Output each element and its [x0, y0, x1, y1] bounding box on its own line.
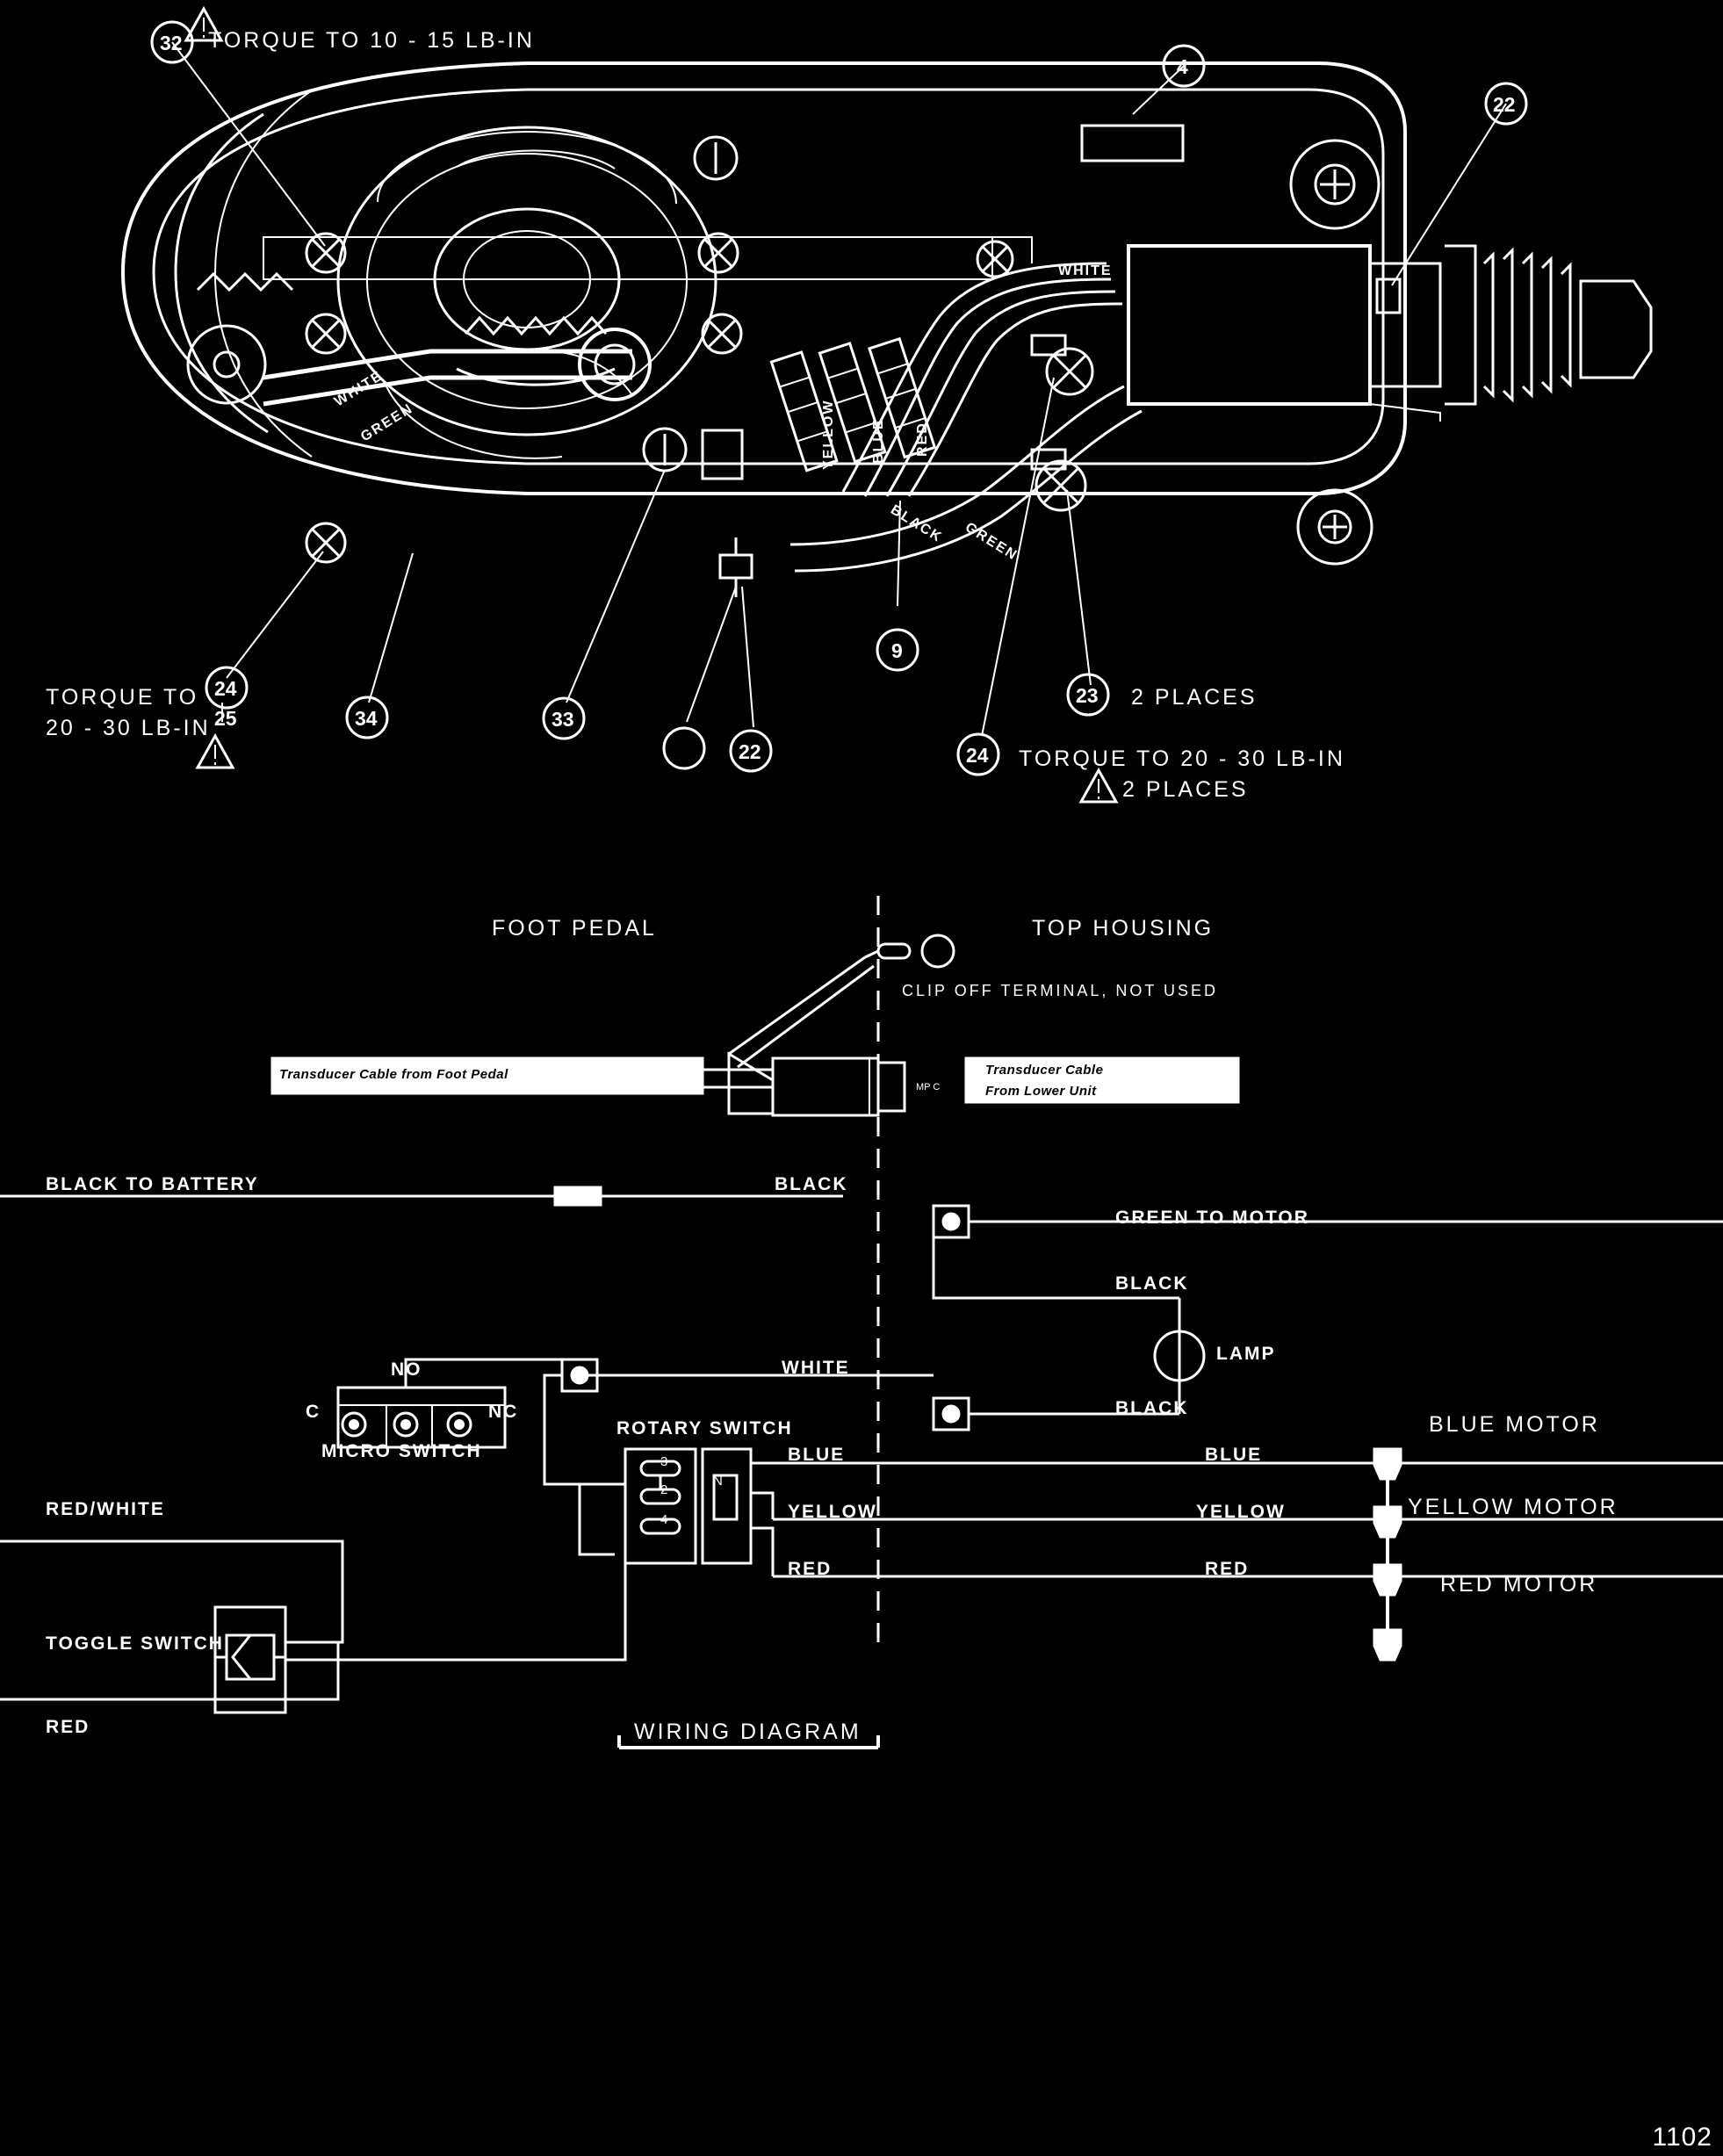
callout-22-bottom: 22 — [739, 740, 761, 763]
lamp-indicators — [644, 137, 737, 471]
motor-gear-assembly — [188, 127, 716, 458]
micro-switch-body — [338, 1359, 562, 1447]
wire-label-green: GREEN — [962, 520, 1020, 564]
torque-note-right: TORQUE TO 20 - 30 LB-IN — [1019, 746, 1345, 771]
red-bottom-label: RED — [46, 1717, 90, 1737]
callout-25: 25 — [214, 707, 237, 730]
note-24-2-places: 2 PLACES — [1122, 777, 1249, 802]
wire-label-white-left: WHITE — [332, 368, 386, 410]
callout-9: 9 — [891, 639, 903, 662]
callout-24-right: 24 — [966, 744, 989, 767]
torque-note-top: TORQUE TO 10 - 15 LB-IN — [208, 28, 535, 53]
note-23-2-places: 2 PLACES — [1131, 685, 1258, 710]
motor-bullet-connectors — [1374, 1449, 1401, 1660]
black-lower-right-label: BLACK — [1115, 1398, 1189, 1418]
callout-33: 33 — [552, 708, 574, 731]
red-motor-label: RED MOTOR — [1440, 1572, 1598, 1597]
lamp-label: LAMP — [1216, 1344, 1276, 1364]
nc-terminal-label: NC — [488, 1402, 519, 1422]
green-to-motor-line — [934, 1206, 1723, 1237]
rotary-pin-4-label: 4 — [660, 1512, 668, 1527]
toggle-switch-label: TOGGLE SWITCH — [46, 1633, 224, 1654]
callout-32: 32 — [160, 32, 183, 54]
rotary-pin-2-label: 2 — [660, 1482, 668, 1497]
wire-label-yellow: YELLOW — [821, 399, 836, 470]
transducer-cable-foot-pedal-label: Transducer Cable from Foot Pedal — [279, 1067, 508, 1082]
transducer-cable-lower-unit-label-2: From Lower Unit — [985, 1084, 1097, 1099]
yellow-left-label: YELLOW — [788, 1502, 877, 1522]
micro-switch-label: MICRO SWITCH — [321, 1441, 482, 1461]
section-title-foot-pedal: FOOT PEDAL — [492, 916, 657, 941]
wire-label-white-top: WHITE — [1058, 263, 1113, 278]
mounting-rail — [263, 237, 1032, 279]
callout-23: 23 — [1076, 684, 1099, 707]
red-white-label: RED/WHITE — [46, 1499, 165, 1519]
warning-triangles — [186, 9, 1116, 802]
rotary-pin-3-label: 3 — [660, 1454, 668, 1469]
blue-left-label: BLUE — [788, 1445, 846, 1465]
rotary-switch-body — [580, 1449, 773, 1563]
callout-24-left: 24 — [214, 677, 237, 700]
wire-label-black: BLACK — [887, 502, 945, 546]
no-terminal-label: NO — [391, 1359, 422, 1380]
blue-motor-label: BLUE MOTOR — [1429, 1412, 1600, 1437]
red-left-label: RED — [788, 1559, 833, 1579]
toggle-switch-body — [0, 1541, 625, 1713]
connector-tag-label: MP C — [916, 1082, 941, 1092]
section-title-top-housing: TOP HOUSING — [1032, 916, 1215, 941]
yellow-motor-label: YELLOW MOTOR — [1408, 1495, 1618, 1519]
callout-4: 4 — [1177, 55, 1188, 78]
wire-label-red: RED — [915, 422, 930, 457]
torque-note-left-line2: 20 - 30 LB-IN — [46, 716, 211, 740]
blue-right-label: BLUE — [1205, 1445, 1263, 1465]
wire-label-blue: BLUE — [871, 418, 886, 464]
bullet-connectors — [771, 339, 934, 471]
white-mid-label: WHITE — [782, 1358, 850, 1378]
screw-markers — [306, 234, 1092, 562]
mounting-bosses — [1291, 141, 1379, 564]
rotary-switch-label: ROTARY SWITCH — [616, 1418, 793, 1439]
wiring-diagram-title: WIRING DIAGRAM — [634, 1720, 862, 1744]
red-right-label: RED — [1205, 1559, 1250, 1579]
yellow-right-label: YELLOW — [1196, 1502, 1286, 1522]
clip-off-terminal-note: CLIP OFF TERMINAL, NOT USED — [902, 982, 1219, 999]
callout-22-top: 22 — [1493, 93, 1516, 116]
black-to-battery-label: BLACK TO BATTERY — [46, 1174, 259, 1194]
motor-body — [1128, 246, 1651, 422]
black-upper-right-label: BLACK — [1115, 1273, 1189, 1294]
c-terminal-label: C — [306, 1402, 321, 1422]
callout-34: 34 — [355, 707, 378, 730]
wire-label-green-left: GREEN — [358, 400, 416, 445]
drive-shaft — [263, 329, 650, 404]
torque-note-left-line1: TORQUE TO — [46, 685, 199, 710]
rotary-pin-n-label: N — [713, 1474, 723, 1489]
label-plate — [1082, 126, 1183, 161]
transducer-cable-lower-unit-label-1: Transducer Cable — [985, 1063, 1104, 1078]
green-to-motor-label: GREEN TO MOTOR — [1115, 1208, 1309, 1228]
black-mid-label: BLACK — [775, 1174, 848, 1194]
page-number: 1102 — [1652, 2123, 1712, 2152]
